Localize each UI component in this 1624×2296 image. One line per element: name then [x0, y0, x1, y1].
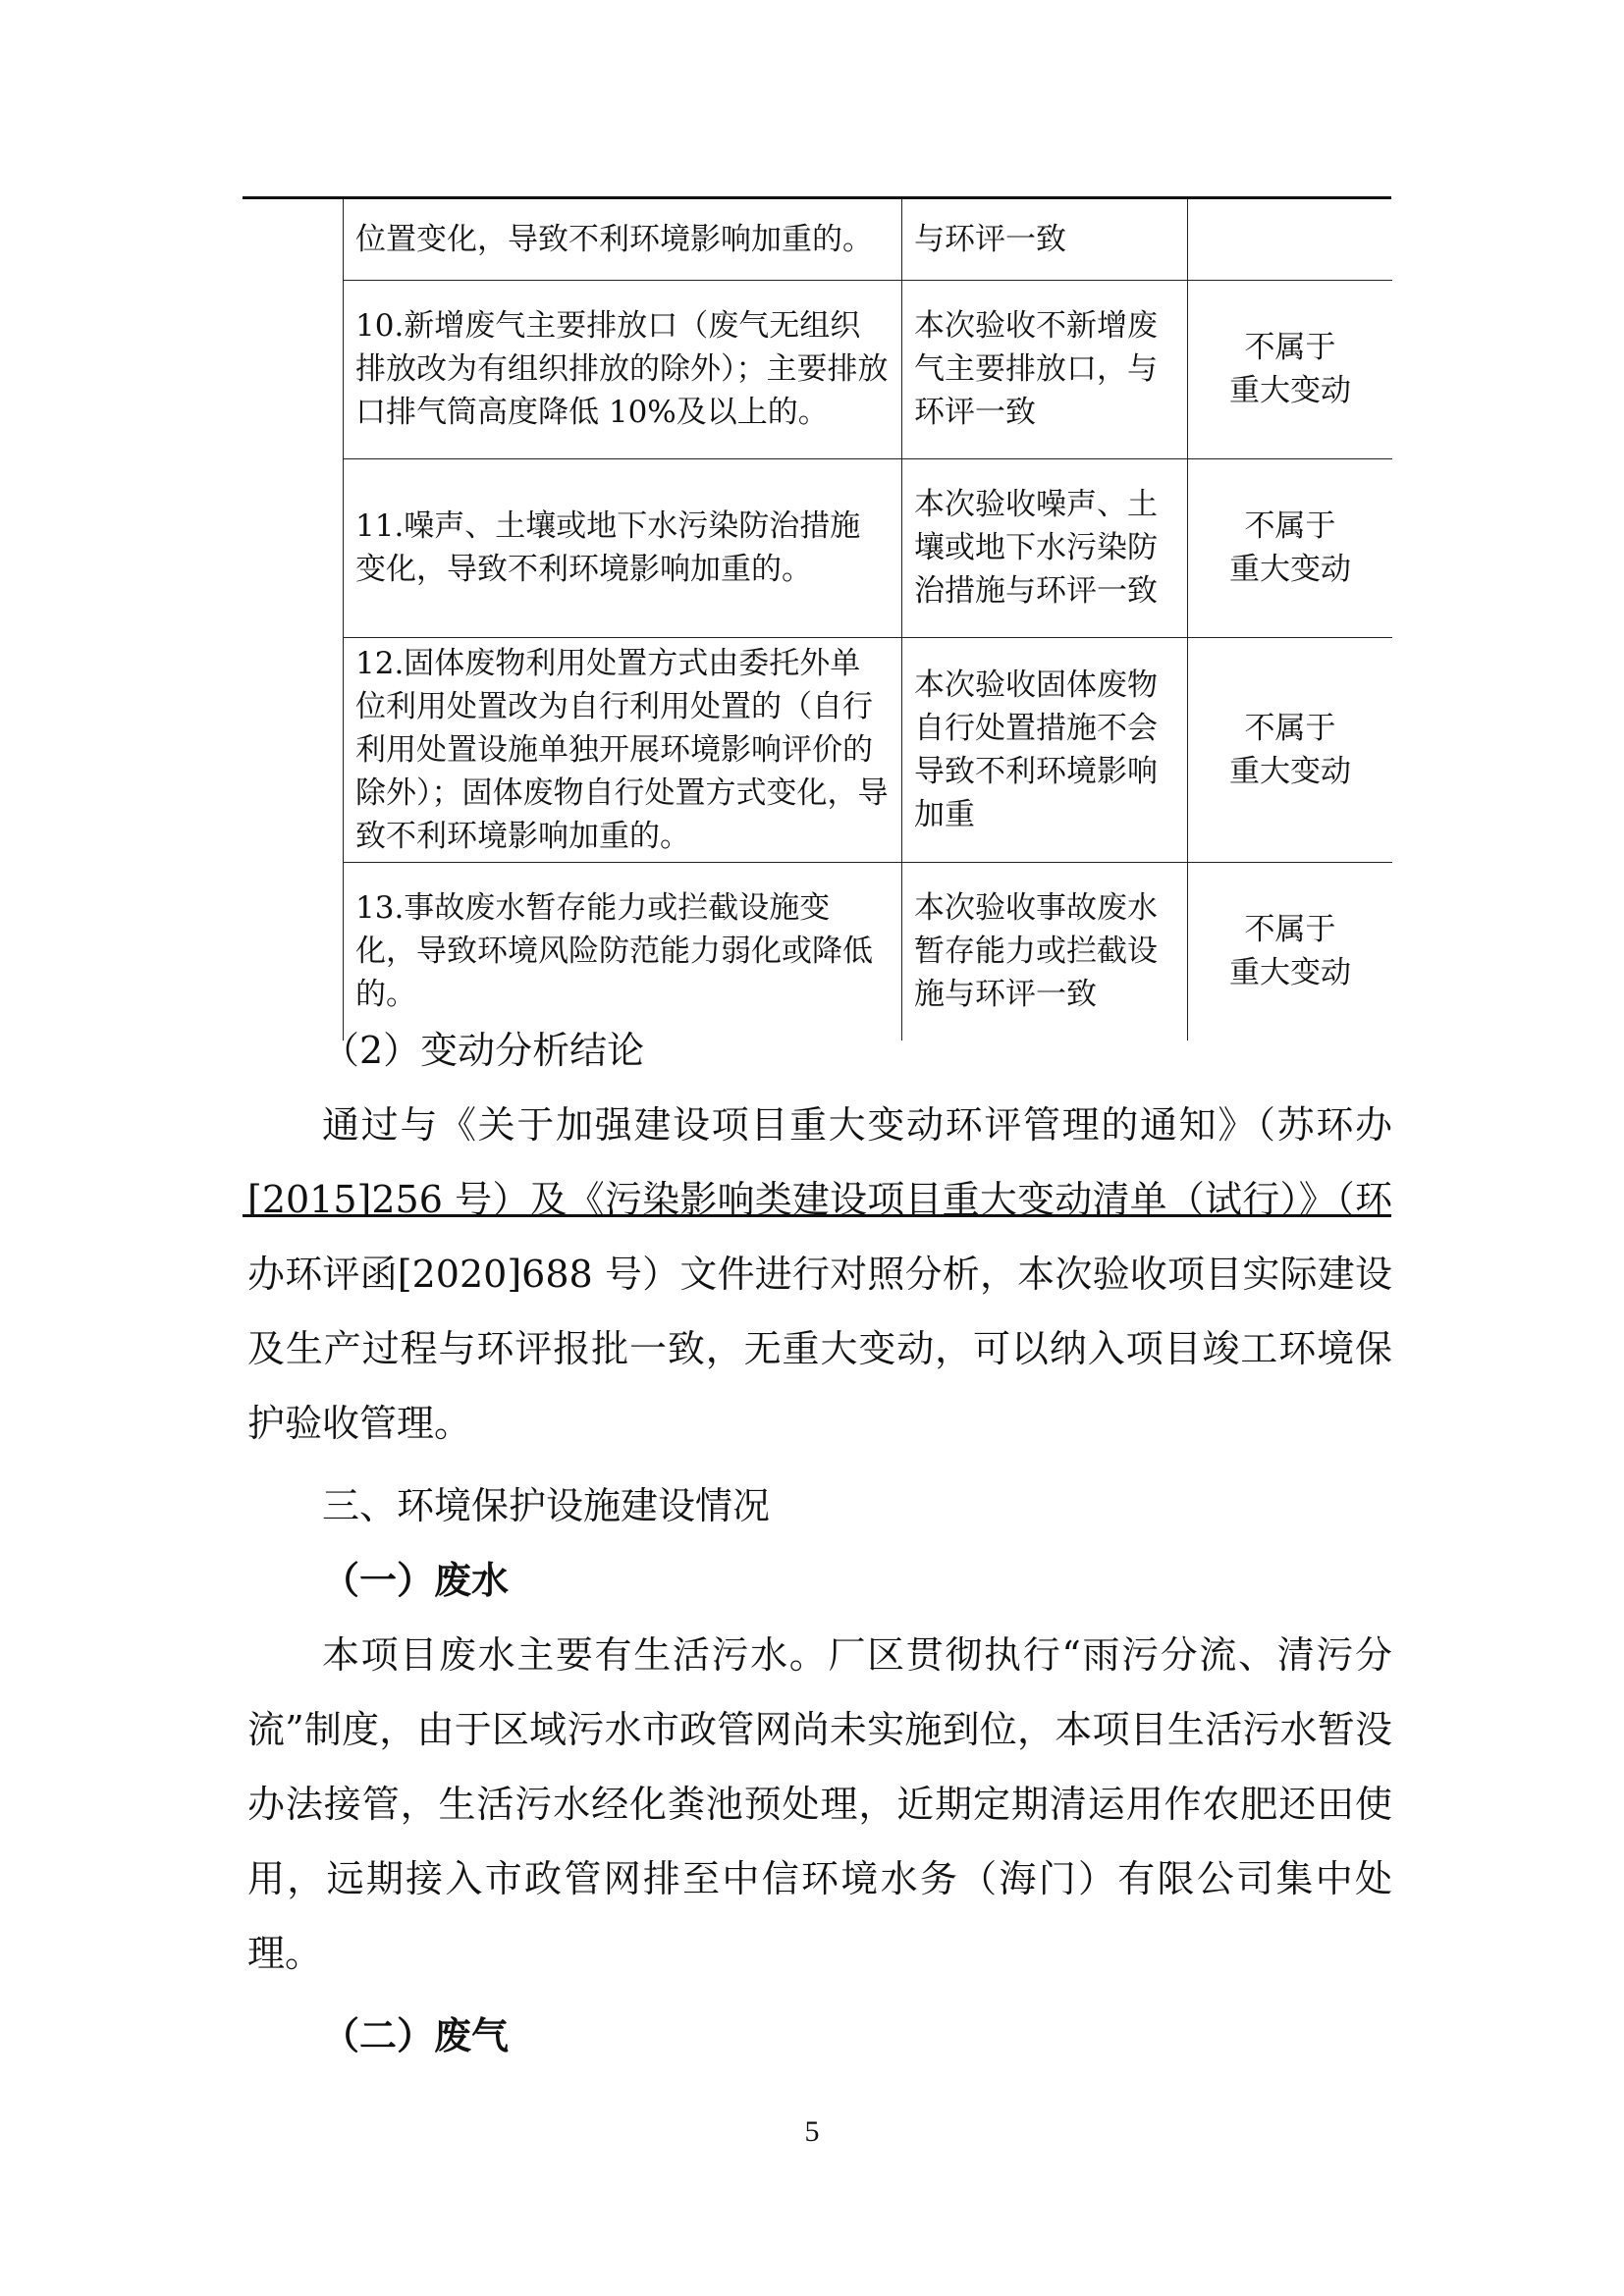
exhaust-heading: （二）废气	[322, 2014, 510, 2057]
result-cell	[1188, 458, 1393, 637]
analysis-heading: （2）变动分析结论	[322, 1029, 645, 1072]
result-cell	[1188, 637, 1393, 862]
result-line: 不属于	[1244, 330, 1336, 365]
chapter-heading: 三、环境保护设施建设情况	[322, 1484, 771, 1527]
actual-status-cell: 本次验收固体废物自行处置措施不会导致不利环境影响加重	[902, 637, 1188, 862]
wastewater-heading: （一）废水	[322, 1559, 510, 1602]
criterion-cell: 13.事故废水暂存能力或拦截设施变化，导致环境风险防范能力弱化或降低的。	[344, 862, 902, 1041]
actual-status-cell: 与环评一致	[902, 199, 1188, 280]
criterion-cell: 12.固体废物利用处置方式由委托外单位利用处置改为自行利用处置的（自行利用处置设施单独开展环境影响评价的除外）；固体废物自行处置方式变化，导致不利环境影响加重的。	[344, 637, 902, 862]
actual-status-cell: 本次验收事故废水暂存能力或拦截设施与环评一致	[902, 862, 1188, 1041]
table-row	[344, 280, 1393, 458]
result-cell	[1188, 280, 1393, 458]
result-line: 不属于	[1244, 912, 1336, 948]
criterion-cell: 10.新增废气主要排放口（废气无组织排放改为有组织排放的除外）；主要排放口排气筒高度降低 10%及以上的。	[344, 280, 902, 458]
result-line: 不属于	[1244, 710, 1336, 746]
page-number: 5	[804, 2115, 820, 2148]
table-row	[344, 637, 1393, 862]
analysis-paragraph: 通过与《关于加强建设项目重大变动环评管理的通知》（苏环办[2015]256 号）及《污染影响类建设项目重大变动清单（试行）》（环办环评函[2020]688 号）文件进行对照分析，本次验收项目实际建设及生产过程与环评报批一致，无重大变动，可以纳入项目竣工环境保护验收管理。	[247, 1103, 1392, 1445]
table-row	[344, 458, 1393, 637]
result-line: 不属于	[1244, 508, 1336, 544]
criterion-cell: 位置变化，导致不利环境影响加重的。	[344, 199, 902, 280]
criterion-cell: 11.噪声、土壤或地下水污染防治措施变化，导致不利环境影响加重的。	[344, 458, 902, 637]
major-change-table	[343, 199, 1392, 1041]
result-cell	[1188, 199, 1393, 280]
body-text	[247, 1013, 1392, 2073]
result-line: 重大变动	[1229, 753, 1351, 789]
result-line: 重大变动	[1229, 373, 1351, 408]
wastewater-paragraph: 本项目废水主要有生活污水。厂区贯彻执行“雨污分流、清污分流”制度，由于区域污水市政管网尚未实施到位，本项目生活污水暂没办法接管，生活污水经化粪池预处理，近期定期清运用作农肥还田使用，远期接入市政管网排至中信环境水务（海门）有限公司集中处理。	[247, 1633, 1392, 1975]
result-line: 重大变动	[1229, 955, 1351, 991]
actual-status-cell: 本次验收噪声、土壤或地下水污染防治措施与环评一致	[902, 458, 1188, 637]
table-row	[344, 199, 1393, 280]
actual-status-cell: 本次验收不新增废气主要排放口，与环评一致	[902, 280, 1188, 458]
result-line: 重大变动	[1229, 552, 1351, 587]
